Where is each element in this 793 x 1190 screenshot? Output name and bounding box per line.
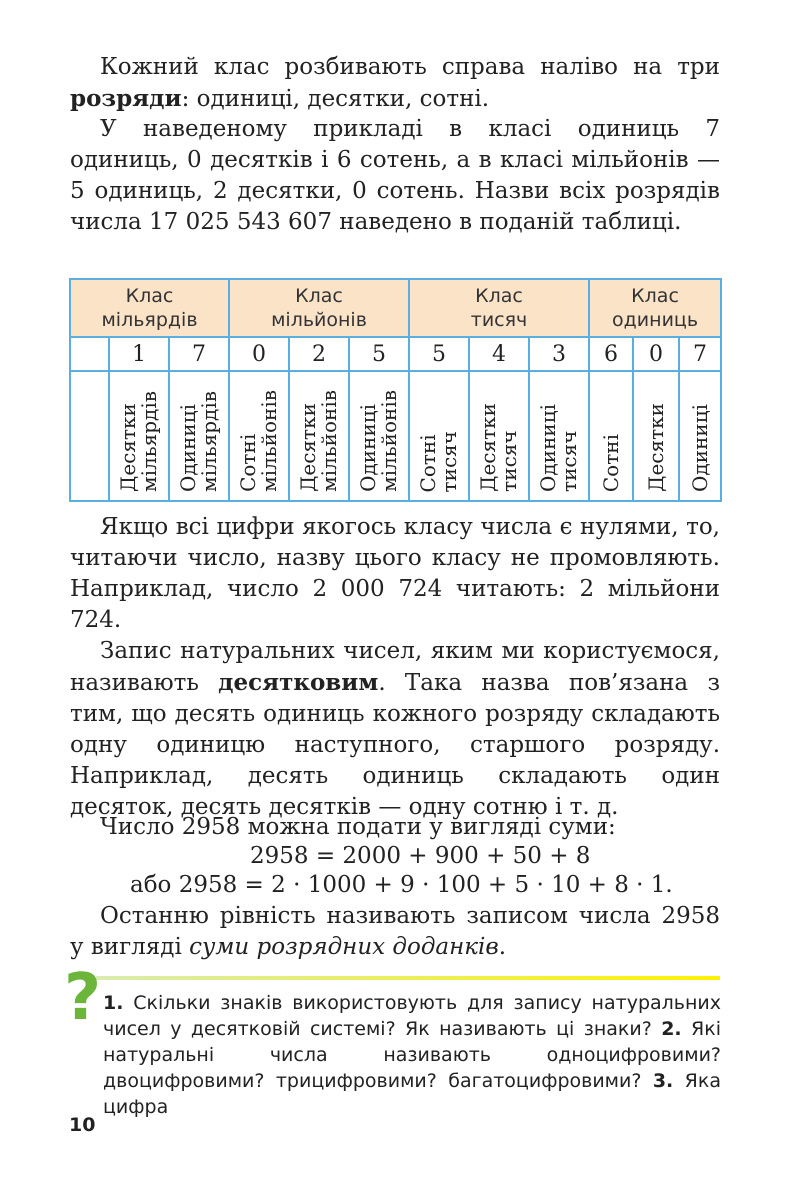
rank-name-cell: Одиниці мільярдів: [169, 371, 229, 501]
rank-name-cell: Десятки: [633, 371, 679, 501]
formula-sum: 2958 = 2000 + 900 + 50 + 8: [250, 843, 591, 869]
number-ranks-table: [69, 278, 722, 502]
question-number: 3.: [652, 1070, 674, 1092]
digit-cell: 0: [229, 337, 289, 371]
paragraph-sum-intro: Число 2958 можна подати у вигляді суми:: [100, 814, 616, 840]
paragraph-digit-ranks: [70, 52, 720, 115]
digit-cell: 1: [109, 337, 169, 371]
paragraph-text: . Така назва пов’язана з тим, що десять одиниць кожного розряду складають одну одиницю наступного, старшого розряду. Наприклад, десять одиниць складають один десяток, десять десятків — одну сотню і т. д.: [70, 670, 720, 820]
question-number: 2.: [661, 1018, 682, 1040]
digit-cell: 4: [469, 337, 529, 371]
digit-cell: 5: [349, 337, 409, 371]
digit-cell: 7: [679, 337, 721, 371]
digits-row: [70, 337, 721, 371]
paragraph-text: Запис натуральних чисел, яким ми користуємося, називають: [70, 638, 720, 696]
digit-cell: 5: [409, 337, 469, 371]
paragraph-decimal-notation: [70, 636, 720, 823]
class-header-billions: Клас мільярдів: [70, 279, 229, 337]
class-header-units: Клас одиниць: [589, 279, 721, 337]
digit-cell: 3: [529, 337, 589, 371]
review-questions: [103, 990, 721, 1120]
rank-name-cell: Десятки тисяч: [469, 371, 529, 501]
digit-cell: 6: [589, 337, 633, 371]
class-header-thousands: Клас тисяч: [409, 279, 589, 337]
term-digit-addends: суми розрядних доданків: [189, 934, 499, 960]
page-number: 10: [69, 1114, 96, 1136]
paragraph-digit-addends: [70, 901, 720, 963]
paragraph-text: .: [498, 934, 507, 960]
class-header-millions: Клас мільйонів: [229, 279, 409, 337]
rank-name-cell: [70, 371, 109, 501]
digit-cell: 7: [169, 337, 229, 371]
question-number: 1.: [103, 992, 124, 1014]
rank-name-cell: Сотні тисяч: [409, 371, 469, 501]
rank-names-row: [70, 371, 721, 501]
rank-name-cell: Одиниці тисяч: [529, 371, 589, 501]
paragraph-text: Кожний клас розбивають справа наліво на три: [100, 54, 720, 80]
rank-name-cell: Десятки мільйонів: [289, 371, 349, 501]
digit-cell: [70, 337, 109, 371]
rank-name-cell: Одиниці мільйонів: [349, 371, 409, 501]
question-text: Які натуральні числа називають одноцифровими? двоцифровими? трицифровими? багатоцифровими?: [103, 1018, 722, 1092]
paragraph-zero-classes: Якщо всі цифри якогось класу числа є нулями, то, читаючи число, назву цього класу не промовляють. Наприклад, число 2 000 724 читають: 2 мільйони 724.: [70, 514, 720, 633]
digit-cell: 0: [633, 337, 679, 371]
term-decimal: десятковим: [218, 669, 379, 696]
paragraph-text: : одиниці, десятки, сотні.: [181, 86, 490, 112]
question-text: Яка цифра: [103, 1070, 721, 1118]
digit-cell: 2: [289, 337, 349, 371]
rank-name-cell: Одиниці: [679, 371, 721, 501]
rank-name-cell: Десятки мільярдів: [109, 371, 169, 501]
rank-name-cell: Сотні: [589, 371, 633, 501]
formula-expanded: або 2958 = 2 · 1000 + 9 · 100 + 5 · 10 + 8 · 1.: [130, 872, 673, 898]
class-header-row: [70, 279, 721, 337]
question-text: Скільки знаків використовують для запису натуральних чисел у десятковій системі? Як називають ці знаки?: [103, 992, 721, 1040]
rank-name-cell: Сотні мільйонів: [229, 371, 289, 501]
term-ranks: розряди: [70, 85, 182, 112]
paragraph-text: Останню рівність називають записом числа 2958 у вигляді: [70, 903, 720, 960]
paragraph-example: У наведеному прикладі в класі одиниць 7 одиниць, 0 десятків і 6 сотень, а в класі мільйонів — 5 одиниць, 2 десятки, 0 сотень. Назви всіх розрядів числа 17 025 543 607 наведено в поданій таблиці.: [70, 116, 720, 235]
questions-divider: [96, 976, 720, 980]
question-mark-icon: ?: [64, 961, 102, 1035]
